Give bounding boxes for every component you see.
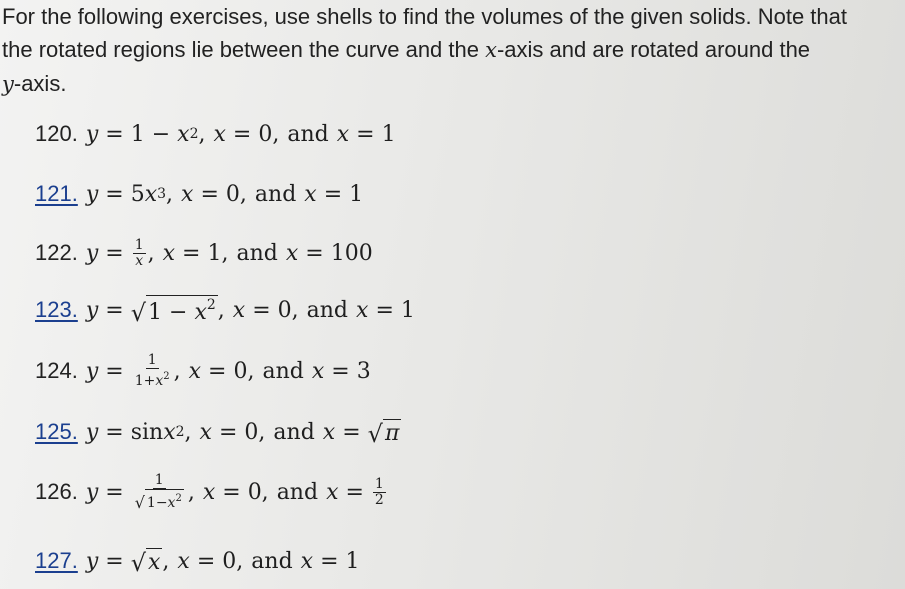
- exercise-number: 122.: [35, 240, 78, 265]
- exercise-number-link[interactable]: 123.: [35, 297, 78, 322]
- instructions-line-2: the rotated regions lie between the curve and the x-axis and are rotated around the: [2, 37, 811, 62]
- exercise-126: 126. y = 1 √ $1-x^2$ , x = 0, and x = $\frac{1}{2}$: [35, 471, 384, 512]
- exercise-123: 123. y = √ $1 - x^2$ , x = 0, and x = 1: [35, 297, 415, 327]
- instructions-line-1: For the following exercises, use shells to find the volumes of the given solids. Note that: [2, 4, 847, 29]
- instructions-line-3: y-axis.: [2, 71, 67, 96]
- instructions-paragraph: [2, 0, 902, 101]
- exercise-number-link[interactable]: 127.: [35, 548, 78, 573]
- exercise-120: 120. y = 1 − x 2 , x = 0, and x = 1: [35, 121, 396, 147]
- exercise-number-link[interactable]: 121.: [35, 181, 78, 206]
- exercise-127: 127. y = √ x , x = 0, and x = 1: [35, 548, 360, 577]
- exercise-122: 122. y = $\frac{1}{x}$ , x = 1, and x = 100: [35, 236, 373, 269]
- exercise-number-link[interactable]: 125.: [35, 419, 78, 444]
- exercise-124: 124. y = $\frac{1}{1+x^2}$ , x = 0, and x = 3: [35, 352, 371, 389]
- exercise-121: 121. y = 5 x 3 , x = 0, and x = 1: [35, 181, 364, 207]
- exercise-number: 120.: [35, 121, 78, 146]
- exercise-125: 125. y = sin x 2 , x = 0, and x = √ π: [35, 419, 400, 448]
- exercise-number: 124.: [35, 358, 78, 383]
- exercise-number: 126.: [35, 479, 78, 504]
